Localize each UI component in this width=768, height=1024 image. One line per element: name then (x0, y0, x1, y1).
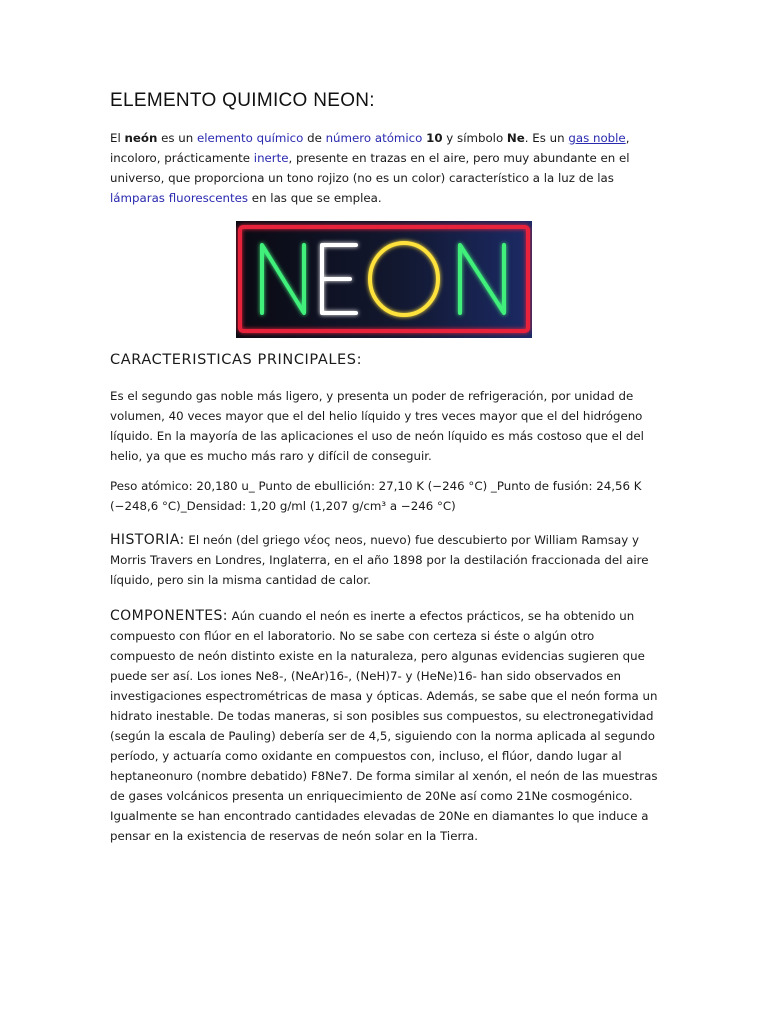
link-lamparas-fluorescentes[interactable]: lámparas fluorescentes (110, 191, 249, 205)
intro-paragraph: El neón es un elemento químico de número atómico 10 y símbolo Ne. Es un gas noble, incoloro, prácticamente inerte, presente en trazas en el aire, pero muy abundante en el universo, que proporciona un tono rojizo (no es un color) característico a la luz de las lámparas fluorescentes en las que se emplea. (110, 131, 630, 205)
historia-heading: HISTORIA: (110, 532, 185, 548)
link-inerte[interactable]: inerte (253, 151, 289, 165)
componentes-paragraph (110, 606, 660, 846)
neon-letter-n (262, 245, 304, 313)
neon-bold: neón (124, 131, 158, 145)
neon-sign-image (236, 221, 532, 338)
link-numero-atomico[interactable]: número atómico (325, 131, 423, 145)
caracteristicas-heading: CARACTERISTICAS PRINCIPALES: (110, 352, 363, 368)
neon-sign-graphic (236, 221, 532, 338)
atomic-symbol: Ne (506, 131, 525, 145)
link-elemento-quimico[interactable]: elemento químico (197, 131, 304, 145)
page-title: ELEMENTO QUIMICO NEON: (110, 90, 375, 111)
componentes-text: Aún cuando el neón es inerte a efectos prácticos, se ha obtenido un compuesto con flúor en el laboratorio. No se sabe con certeza si éste o algún otro compuesto de neón distinto existe en la naturaleza, pero algunas evidencias sugieren que puede ser así. Los iones Ne8-, (NeAr)16-, (NeH)7- y (HeNe)16- han sido observados en investigaciones espectrométricas de masa y ópticas. Además, se sabe que el neón forma un hidrato inestable. De todas maneras, si son posibles sus compuestos, su electronegatividad (según la escala de Pauling) debería ser de 4,5, siguiendo con la norma aplicada al segundo período, y actuaría como oxidante en compuestos con, incluso, el flúor, dando lugar al heptaneonuro (nombre debatido) F8Ne7. De forma similar al xenón, el neón de las muestras de gases volcánicos presenta un enriquecimiento de 20Ne así como 21Ne cosmogénico. Igualmente se han encontrado cantidades elevadas de 20Ne en diamantes lo que induce a pensar en la existencia de reservas de neón solar en la Tierra. (110, 609, 658, 843)
historia-paragraph (110, 530, 660, 590)
neon-letter-n-2 (460, 245, 504, 313)
caracteristicas-paragraph: Es el segundo gas noble más ligero, y presenta un poder de refrigeración, por unidad de volumen, 40 veces mayor que el del helio líquido y tres veces mayor que el del hidrógeno líquido. En la mayoría de las aplicaciones el uso de neón líquido es más costoso que el del helio, ya que es mucho más raro y difícil de conseguir. (110, 389, 644, 463)
historia-text: El neón (del griego νέος neos, nuevo) fue descubierto por William Ramsay y Morris Travers en Londres, Inglaterra, en el año 1898 por la destilación fraccionada del aire líquido, pero sin la misma cantidad de calor. (110, 533, 649, 587)
properties-paragraph: Peso atómico: 20,180 u_ Punto de ebullición: 27,10 K (−246 °C) _Punto de fusión: 24,56 K (−248,6 °C)_Densidad: 1,20 g/ml (1,207 g/cm³ a −246 °C) (110, 479, 642, 513)
atomic-number: 10 (426, 131, 443, 145)
neon-letter-o (370, 243, 438, 315)
link-gas-noble[interactable]: gas noble (568, 131, 626, 145)
componentes-heading: COMPONENTES: (110, 608, 228, 624)
neon-letter-e (322, 245, 356, 313)
